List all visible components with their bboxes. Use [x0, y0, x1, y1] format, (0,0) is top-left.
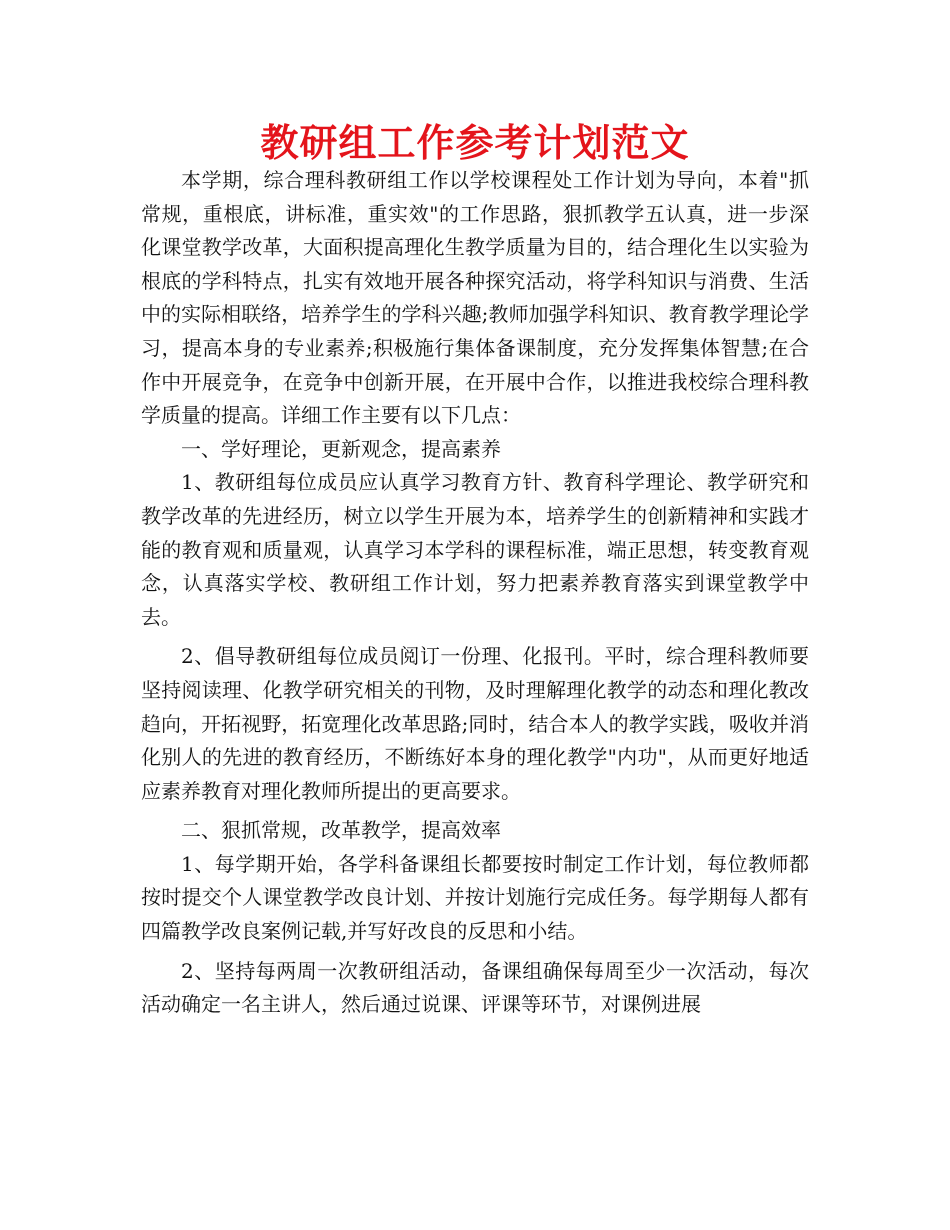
document-title: 教研组工作参考计划范文 — [260, 121, 690, 165]
section-heading-1: 一、学好理论，更新观念，提高素养 — [181, 436, 501, 461]
paragraph-1-2: 2、倡导教研组每位成员阅订一份理、化报刊。平时，综合理科教师要坚持阅读理、化教学研究相关的刊物，及时理解理化教学的动态和理化教改趋向，开拓视野，拓宽理化改革思路;同时，结合本人的教学实践，吸收并消化别人的先进的教育经历，不断练好本身的理化教学"内功"，从而更好地适应素养教育对理化教师所提出的更高要求。 — [141, 644, 809, 803]
paragraph-1-1: 1、教研组每位成员应认真学习教育方针、教育科学理论、教学研究和教学改革的先进经历，树立以学生开展为本，培养学生的创新精神和实践才能的教育观和质量观，认真学习本学科的课程标准，端正思想，转变教育观念，认真落实学校、教研组工作计划，努力把素养教育落实到课堂教学中去。 — [141, 470, 809, 629]
paragraph-2-2: 2、坚持每两周一次教研组活动，备课组确保每周至少一次活动，每次活动确定一名主讲人，然后通过说课、评课等环节，对课例进展 — [141, 958, 809, 1017]
document-body — [141, 164, 809, 1022]
section-heading-2: 二、狠抓常规，改革教学，提高效率 — [181, 818, 501, 843]
paragraph-2-1: 1、每学期开始，各学科备课组长都要按时制定工作计划，每位教师都按时提交个人课堂教学改良计划、并按计划施行完成任务。每学期每人都有四篇教学改良案例记载,并写好改良的反思和小结。 — [141, 851, 809, 944]
paragraph-intro: 本学期，综合理科教研组工作以学校课程处工作计划为导向，本着"抓常规，重根底，讲标准，重实效"的工作思路，狠抓教学五认真，进一步深化课堂教学改革，大面积提高理化生教学质量为目的，结合理化生以实验为根底的学科特点，扎实有效地开展各种探究活动，将学科知识与消费、生活中的实际相联络，培养学生的学科兴趣;教师加强学科知识、教育教学理论学习，提高本身的专业素养;积极施行集体备课制度，充分发挥集体智慧;在合作中开展竞争，在竞争中创新开展，在开展中合作，以推进我校综合理科教学质量的提高。详细工作主要有以下几点： — [141, 168, 809, 428]
